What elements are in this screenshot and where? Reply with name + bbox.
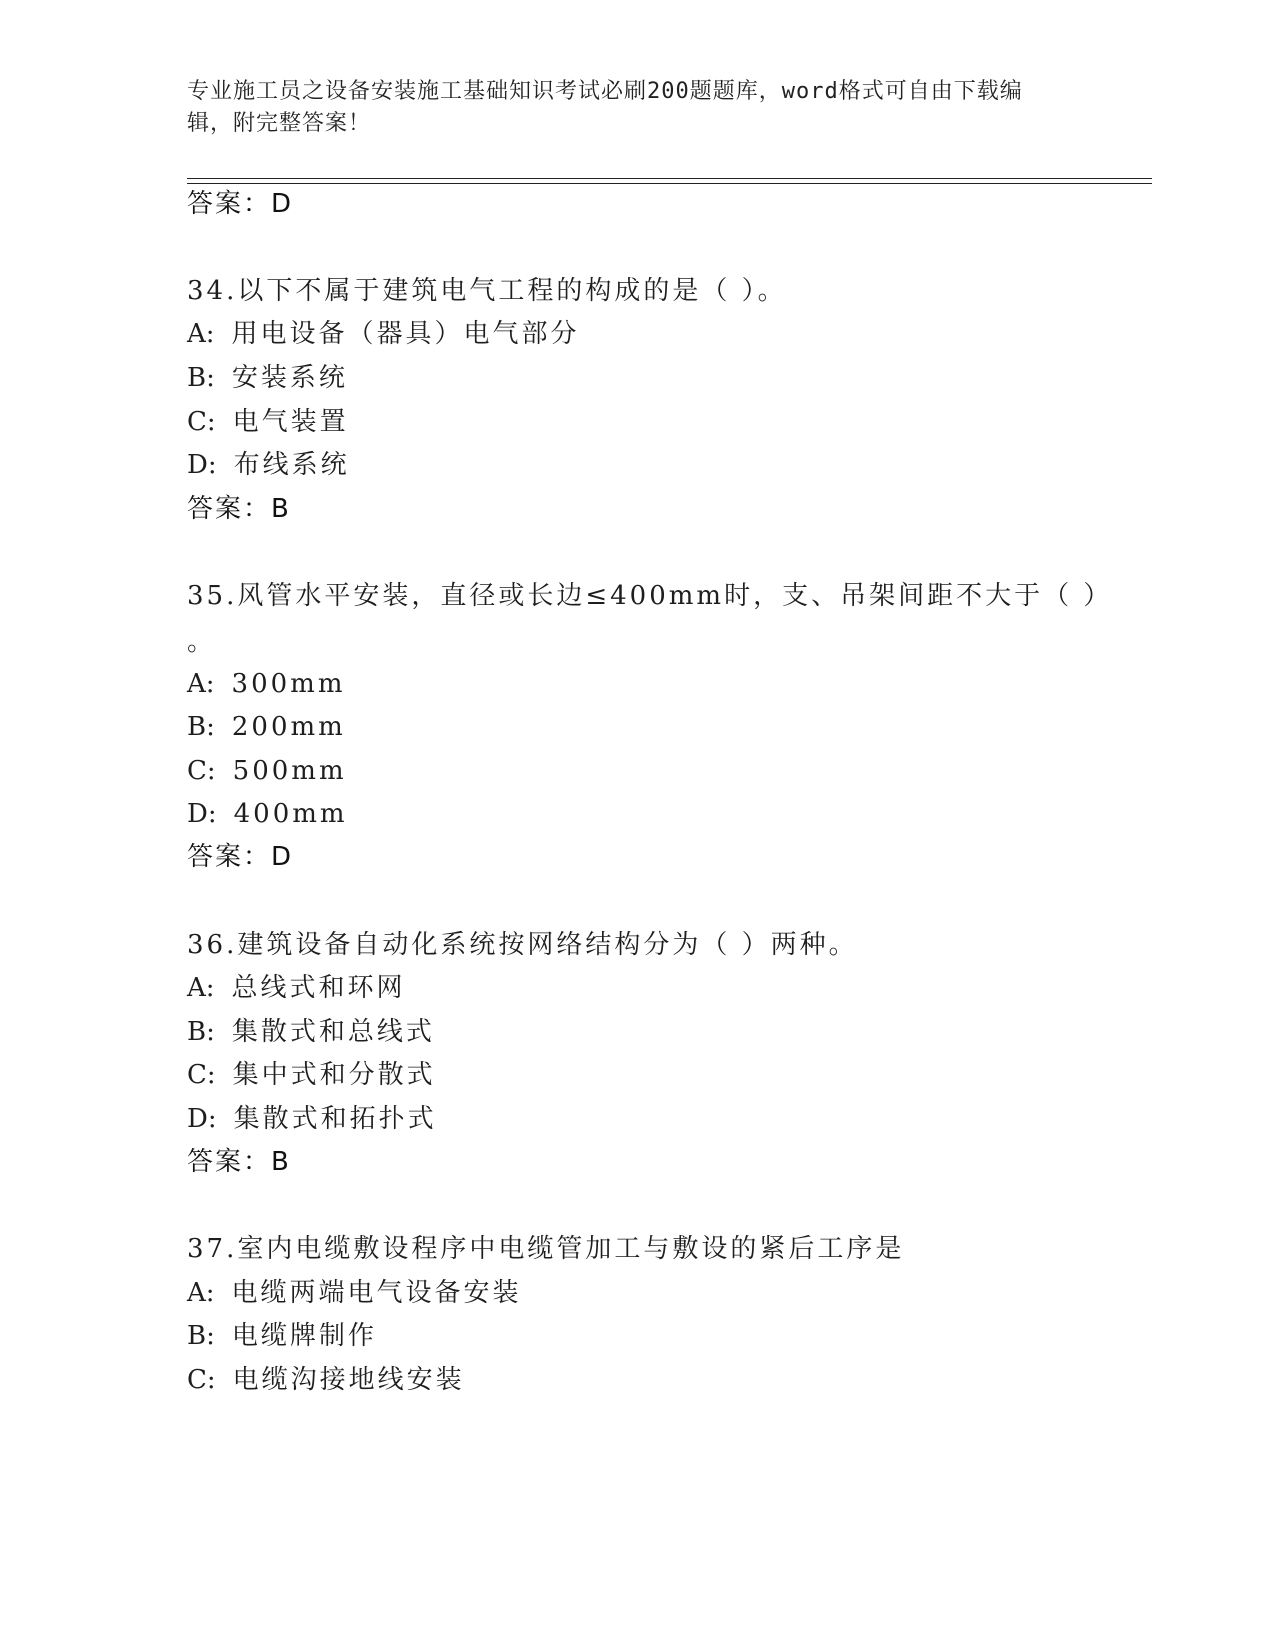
header-divider-top (187, 178, 1152, 179)
option-letter: A (187, 973, 206, 1003)
option-text: 电缆牌制作 (231, 1321, 377, 1351)
option-text: 集散式和拓扑式 (233, 1104, 437, 1134)
option-item: B: 集散式和总线式 (187, 1017, 435, 1047)
option-letter: B (187, 1321, 207, 1351)
option-text: 用电设备（器具）电气部分 (231, 319, 580, 349)
option-letter: C (187, 756, 207, 786)
option-text: 电缆沟接地线安装 (232, 1365, 465, 1395)
option-item: B: 安装系统 (187, 363, 348, 393)
option-letter: C (187, 1060, 207, 1090)
option-text: 400mm (233, 799, 348, 829)
option-letter: B (187, 363, 207, 393)
option-text: 200mm (231, 712, 346, 742)
question-stem: 37.室内电缆敷设程序中电缆管加工与敷设的紧后工序是 (187, 1234, 905, 1264)
option-letter: C (187, 1365, 207, 1395)
option-text: 布线系统 (233, 450, 350, 480)
option-letter: B (187, 712, 207, 742)
answer-line: 答案：B (187, 1147, 291, 1177)
option-item: D: 400mm (187, 799, 348, 829)
option-letter: D (187, 799, 208, 829)
option-text: 电缆两端电气设备安装 (231, 1278, 522, 1308)
option-letter: D (187, 450, 208, 480)
option-item: D: 集散式和拓扑式 (187, 1104, 437, 1134)
option-letter: A (187, 319, 206, 349)
question-stem: 34.以下不属于建筑电气工程的构成的是（ ）。 (187, 276, 787, 306)
option-item: A: 电缆两端电气设备安装 (187, 1278, 522, 1308)
header-divider-bottom (187, 183, 1152, 184)
option-item: D: 布线系统 (187, 450, 350, 480)
question-stem-continuation: 。 (187, 627, 217, 657)
option-letter: D (187, 1104, 208, 1134)
option-letter: C (187, 407, 207, 437)
option-item: B: 200mm (187, 712, 346, 742)
option-letter: A (187, 669, 206, 699)
option-letter: B (187, 1017, 207, 1047)
option-text: 集散式和总线式 (231, 1017, 435, 1047)
option-text: 安装系统 (231, 363, 348, 393)
question-stem: 36.建筑设备自动化系统按网络结构分为（ ）两种。 (187, 930, 858, 960)
option-item: A: 用电设备（器具）电气部分 (187, 319, 580, 349)
option-text: 总线式和环网 (231, 973, 406, 1003)
question-stem: 35.风管水平安装，直径或长边≤400mm时，支、吊架间距不大于（ ） (187, 581, 1113, 611)
option-item: A: 300mm (187, 669, 346, 699)
option-text: 集中式和分散式 (232, 1060, 436, 1090)
previous-answer: 答案：D (187, 189, 294, 219)
option-text: 300mm (231, 669, 346, 699)
option-item: C: 电缆沟接地线安装 (187, 1365, 465, 1395)
option-text: 500mm (232, 756, 347, 786)
option-item: C: 500mm (187, 756, 347, 786)
answer-line: 答案：D (187, 842, 294, 872)
option-item: C: 集中式和分散式 (187, 1060, 436, 1090)
option-letter: A (187, 1278, 206, 1308)
option-item: B: 电缆牌制作 (187, 1321, 377, 1351)
option-text: 电气装置 (232, 407, 349, 437)
document-header-title: 专业施工员之设备安装施工基础知识考试必刷200题题库，word格式可自由下载编辑，附完整答案！ (187, 79, 1023, 136)
answer-line: 答案：B (187, 494, 291, 524)
option-item: C: 电气装置 (187, 407, 349, 437)
option-item: A: 总线式和环网 (187, 973, 406, 1003)
